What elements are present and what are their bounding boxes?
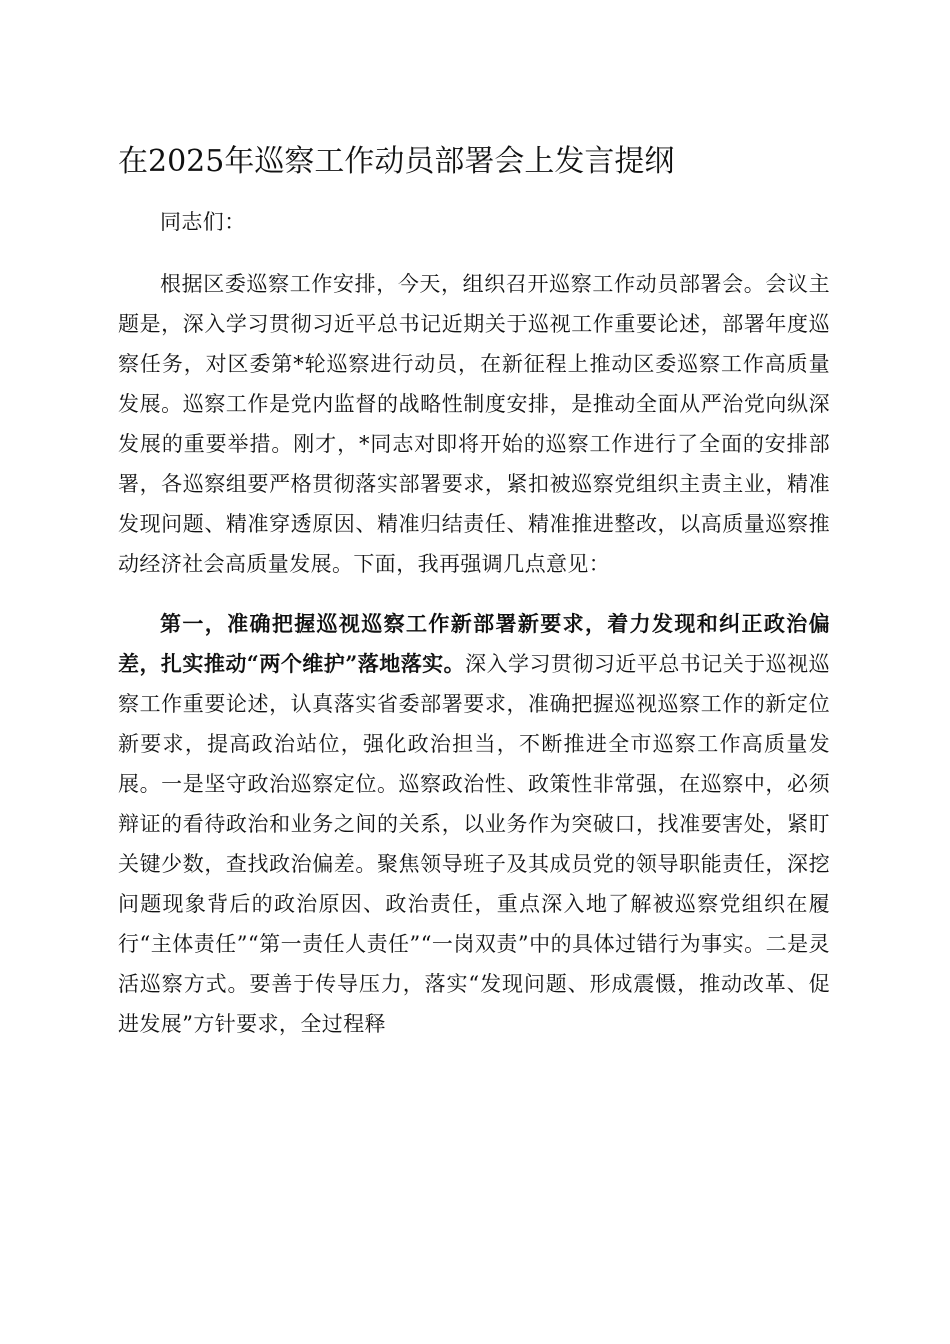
first-point-heading: 第一，准确把握巡视巡察工作新部署新要求，着力发现和纠正政治偏差，扎实推动“两个维护”落地落实。 — [118, 611, 830, 676]
document-body — [118, 140, 830, 1044]
document-title: 在2025年巡察工作动员部署会上发言提纲 — [118, 144, 675, 179]
paragraph-first-point — [118, 604, 830, 1044]
first-point-body: 深入学习贯彻习近平总书记关于巡视巡察工作重要论述，认真落实省委部署要求，准确把握巡视巡察工作的新定位新要求，提高政治站位，强化政治担当，不断推进全市巡察工作高质量发展。一是坚守政治巡察定位。巡察政治性、政策性非常强，在巡察中，必须辩证的看待政治和业务之间的关系，以业务作为突破口，找准要害处，紧盯关键少数，查找政治偏差。聚焦领导班子及其成员党的领导职能责任，深挖问题现象背后的政治原因、政治责任，重点深入地了解被巡察党组织在履行“主体责任”“第一责任人责任”“一岗双责”中的具体过错行为事实。二是灵活巡察方式。要善于传导压力，落实“发现问题、形成震慑，推动改革、促进发展”方针要求，全过程释 — [118, 652, 830, 1036]
salutation: 同志们： — [160, 210, 246, 234]
paragraph-introduction: 根据区委巡察工作安排，今天，组织召开巡察工作动员部署会。会议主题是，深入学习贯彻习近平总书记近期关于巡视工作重要论述，部署年度巡察任务，对区委第*轮巡察进行动员，在新征程上推动区委巡察工作高质量发展。巡察工作是党内监督的战略性制度安排，是推动全面从严治党向纵深发展的重要举措。刚才，*同志对即将开始的巡察工作进行了全面的安排部署，各巡察组要严格贯彻落实部署要求，紧扣被巡察党组织主责主业，精准发现问题、精准穿透原因、精准归结责任、精准推进整改，以高质量巡察推动经济社会高质量发展。下面，我再强调几点意见： — [118, 272, 830, 576]
